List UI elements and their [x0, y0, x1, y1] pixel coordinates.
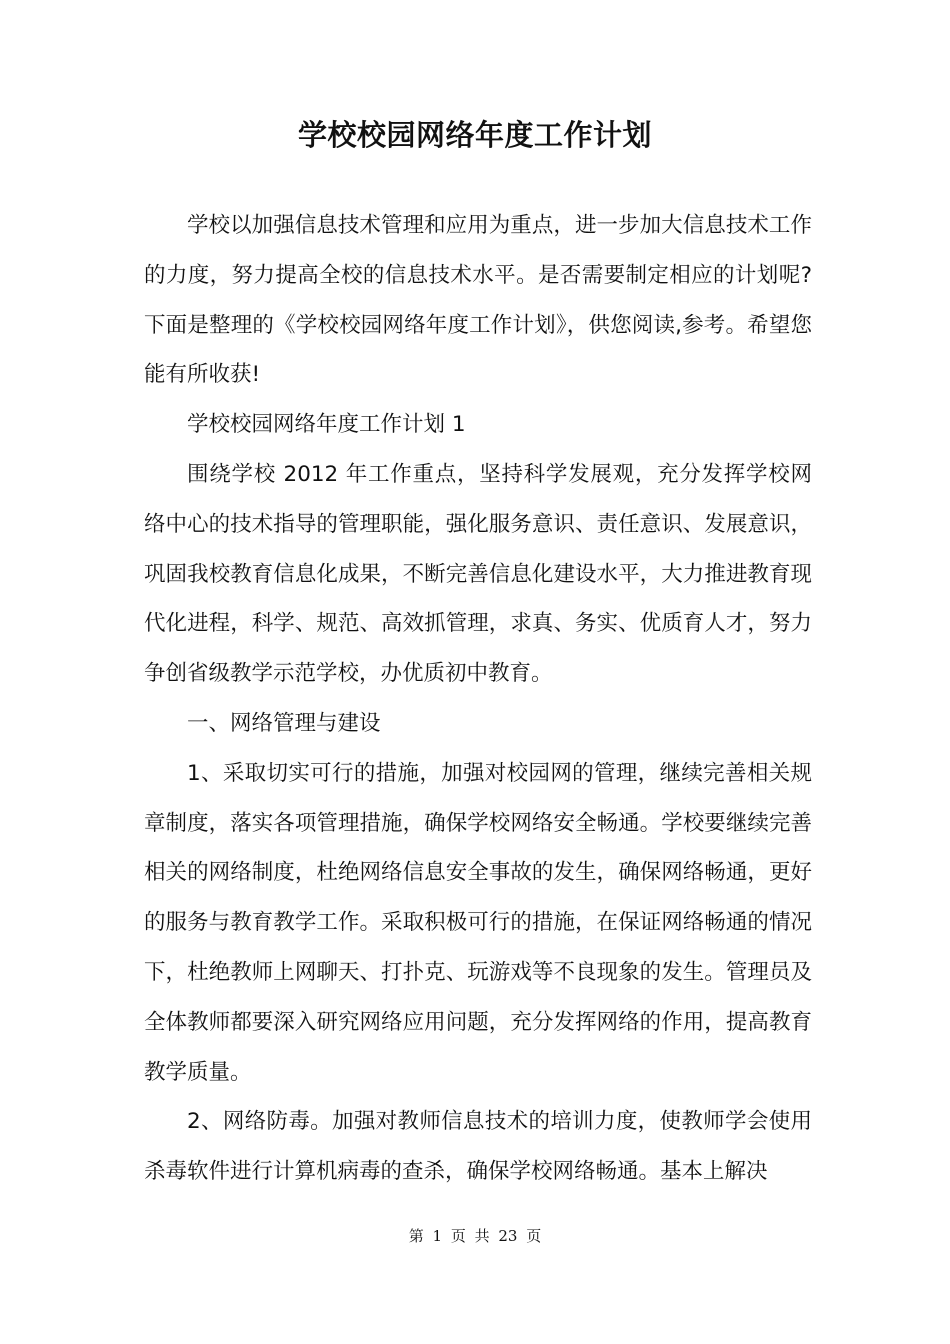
page-footer: 第 1 页 共 23 页 [408, 1227, 542, 1245]
paragraph-plan-heading: 学校校园网络年度工作计划 1 [187, 412, 466, 438]
paragraph-overview: 围绕学校 2012 年工作重点，坚持科学发展观，充分发挥学校网络中心的技术指导的管理职能，强化服务意识、责任意识、发展意识，巩固我校教育信息化成果，不断完善信息化建设水平，大力推进教育现代化进程，科学、规范、高效抓管理，求真、务实、优质育人才，努力争创省级教学示范学校，办优质初中教育。 [144, 461, 812, 687]
paragraph-intro: 学校以加强信息技术管理和应用为重点，进一步加大信息技术工作的力度，努力提高全校的信息技术水平。是否需要制定相应的计划呢?下面是整理的《学校校园网络年度工作计划》，供您阅读,参考。希望您能有所收获! [144, 213, 812, 388]
paragraph-item-2: 2、网络防毒。加强对教师信息技术的培训力度，使教师学会使用杀毒软件进行计算机病毒的查杀，确保学校网络畅通。基本上解决 [144, 1109, 812, 1185]
paragraph-item-1: 1、采取切实可行的措施，加强对校园网的管理，继续完善相关规章制度，落实各项管理措施，确保学校网络安全畅通。学校要继续完善相关的网络制度，杜绝网络信息安全事故的发生，确保网络畅通，更好的服务与教育教学工作。采取积极可行的措施，在保证网络畅通的情况下，杜绝教师上网聊天、打扑克、玩游戏等不良现象的发生。管理员及全体教师都要深入研究网络应用问题，充分发挥网络的作用，提高教育教学质量。 [144, 760, 812, 1085]
paragraph-section-heading: 一、网络管理与建设 [187, 710, 381, 736]
document-body [144, 201, 812, 1197]
document-title: 学校校园网络年度工作计划 [297, 118, 652, 152]
